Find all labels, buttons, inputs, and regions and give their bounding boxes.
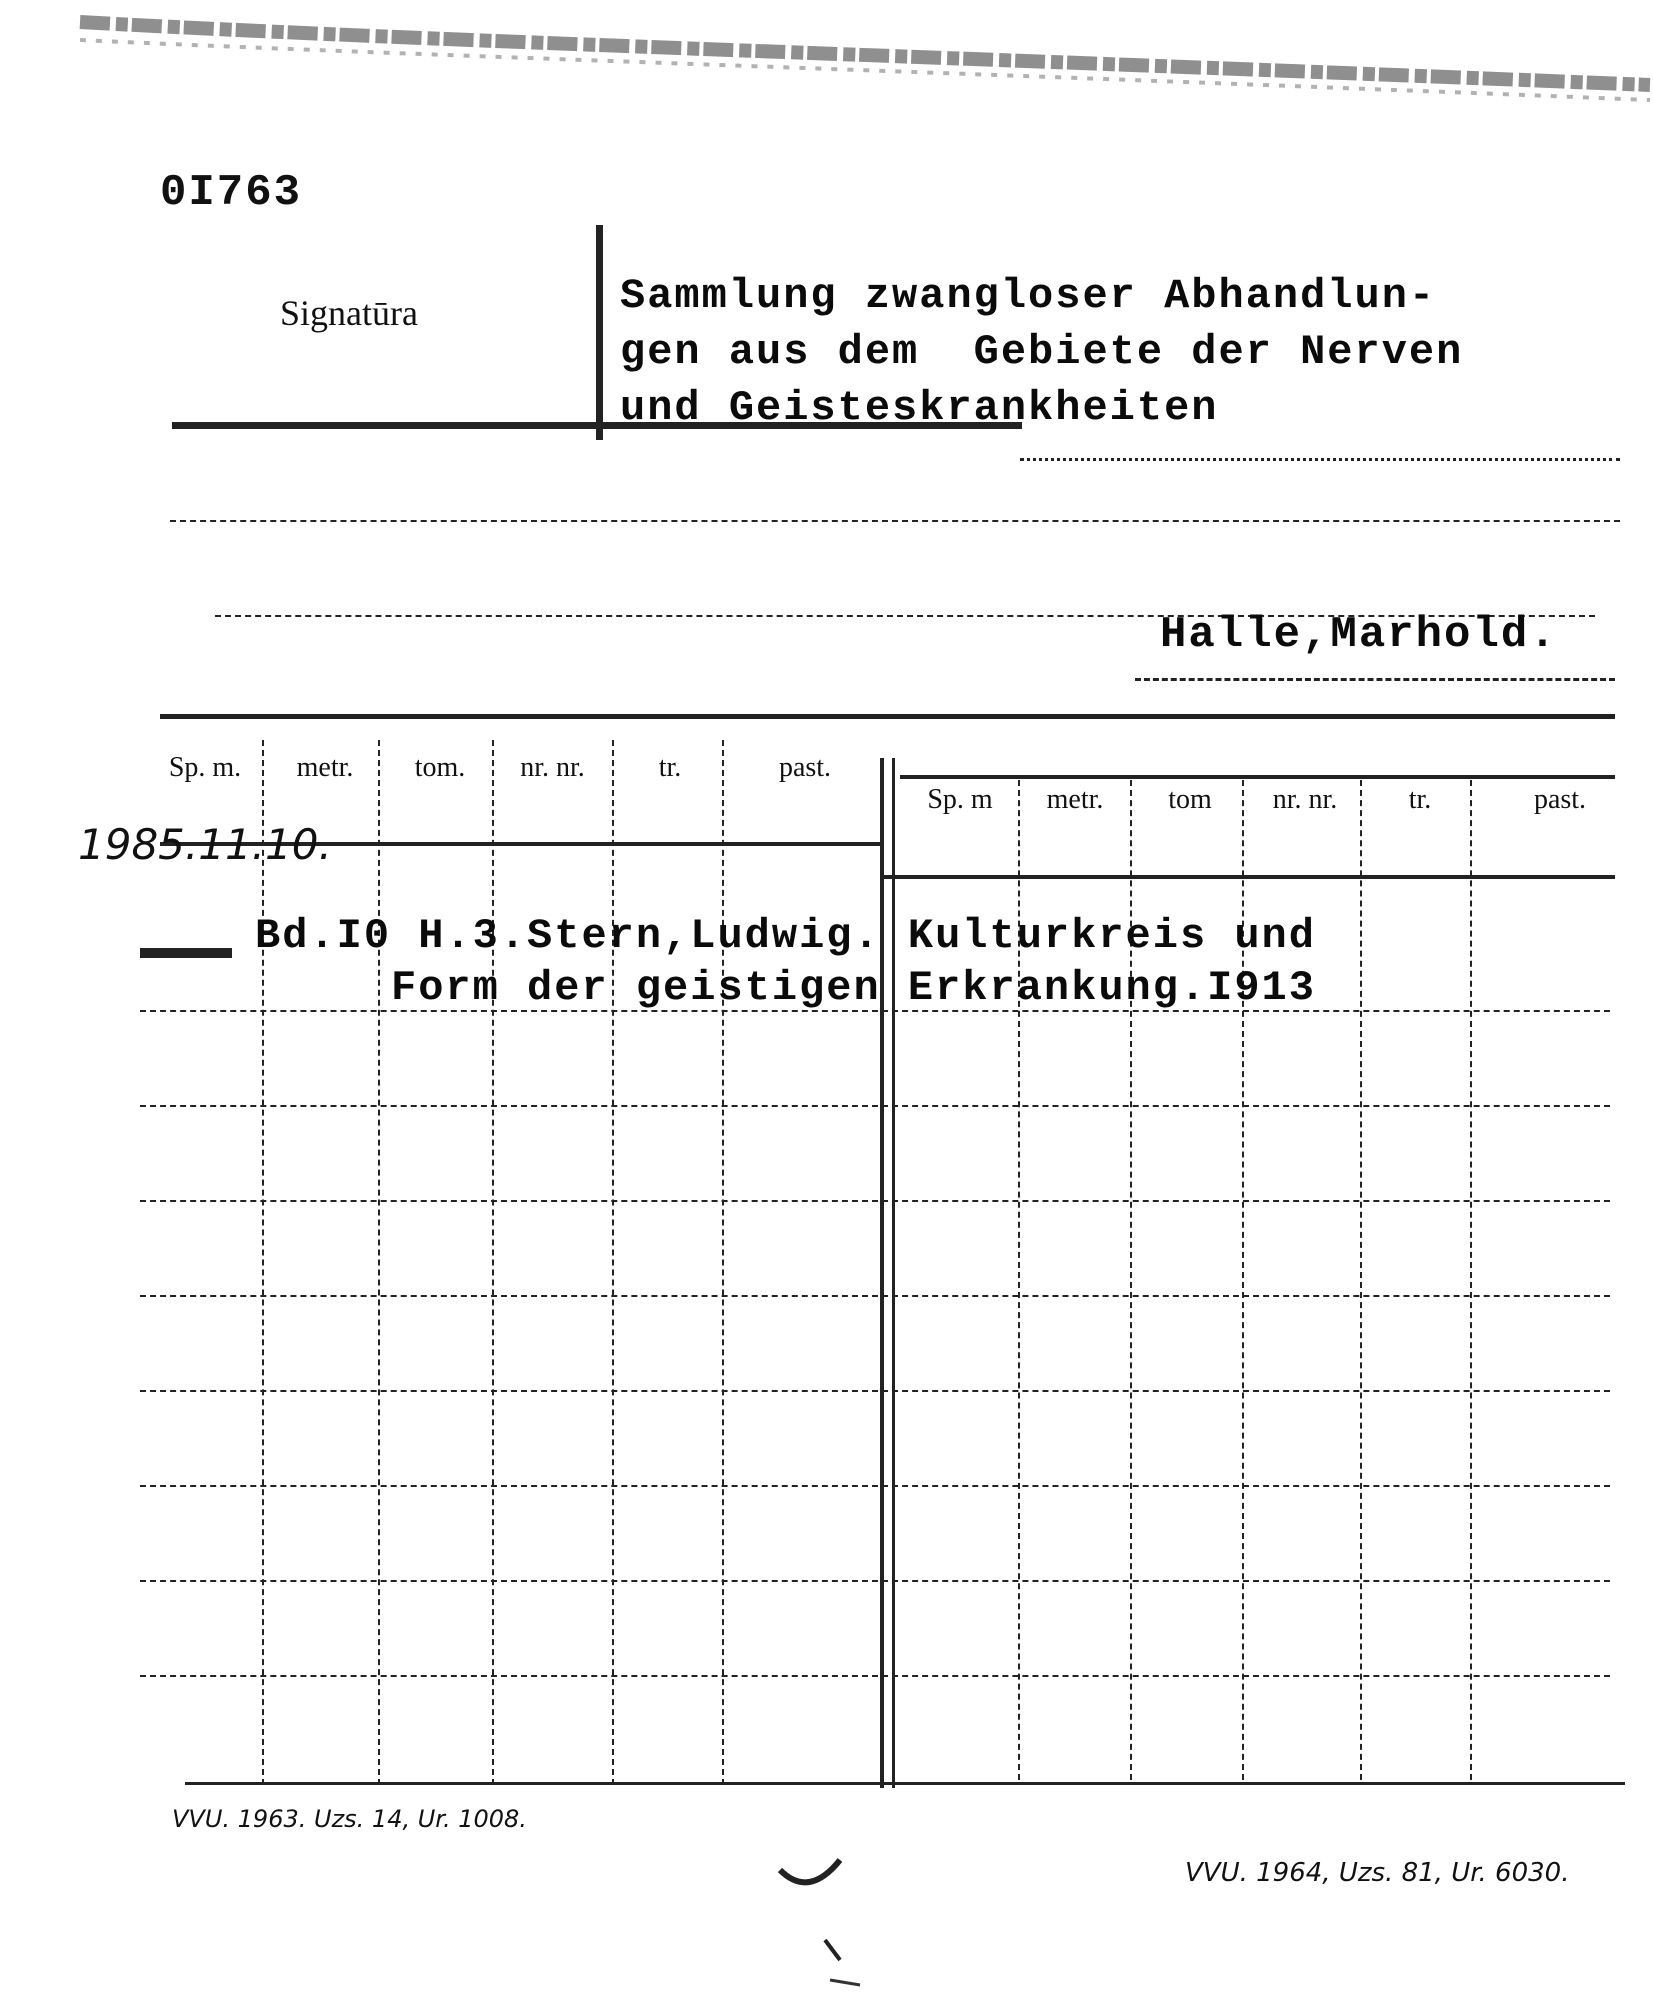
table-row-line [140,1485,1610,1487]
column-line [492,740,494,1785]
column-line [1360,780,1362,1780]
card-number: 0I763 [160,168,303,218]
entry-dash [140,948,232,958]
header-rule-dotted [1020,458,1620,461]
header-tr-right: tr. [1408,784,1432,815]
publisher-underline [1135,678,1615,681]
publisher: Halle,Marhold. [1160,610,1558,660]
scan-edge-noise [0,0,1653,120]
title-text: Sammlung zwangloser Abhandlun- gen aus dem Gebiete der Nerven und Geisteskrankheiten [620,272,1464,432]
column-line [722,740,724,1785]
header-tom-right: tom [1168,784,1212,815]
blank-line [170,520,1620,522]
footer-note-left: VVU. 1963. Uzs. 14, Ur. 1008. [172,1805,527,1833]
table-row-line [140,1105,1610,1107]
table-bottom-rule [185,1782,1625,1785]
table-row-line [140,1295,1610,1297]
column-line [378,740,380,1785]
table-subtop-rule-right [900,775,1615,779]
handwritten-date: 1985.11.10. [78,820,332,869]
column-line [262,740,264,1785]
signatura-label: Signatūra [280,293,418,333]
header-sp-m: Sp. m. [168,752,242,783]
table-row-line [140,1675,1610,1677]
header-sp-m-right: Sp. m [927,784,993,815]
header-past: past. [778,752,832,783]
table-row-line [140,1580,1610,1582]
table-row-line [140,1390,1610,1392]
entry-text: Bd.I0 H.3.Stern,Ludwig. Kulturkreis und Form der geistigen Erkrankung.I913 [255,912,1316,1012]
table-top-rule [160,714,1615,719]
header-tom: tom. [414,752,466,783]
table-header-rule-right [880,875,1615,879]
column-line [612,740,614,1785]
header-metr-right: metr. [1046,784,1104,815]
header-tr: tr. [658,752,682,783]
footer-note-right: VVU. 1964, Uzs. 81, Ur. 6030. [1185,1858,1570,1888]
header-divider [596,225,603,440]
header-metr: metr. [296,752,354,783]
table-row-line [140,1200,1610,1202]
header-nr-nr: nr. nr. [520,752,585,783]
header-past-right: past. [1533,784,1587,815]
fold-mark [770,1790,880,2000]
header-nr-nr-right: nr. nr. [1272,784,1338,815]
column-line [1470,780,1472,1780]
